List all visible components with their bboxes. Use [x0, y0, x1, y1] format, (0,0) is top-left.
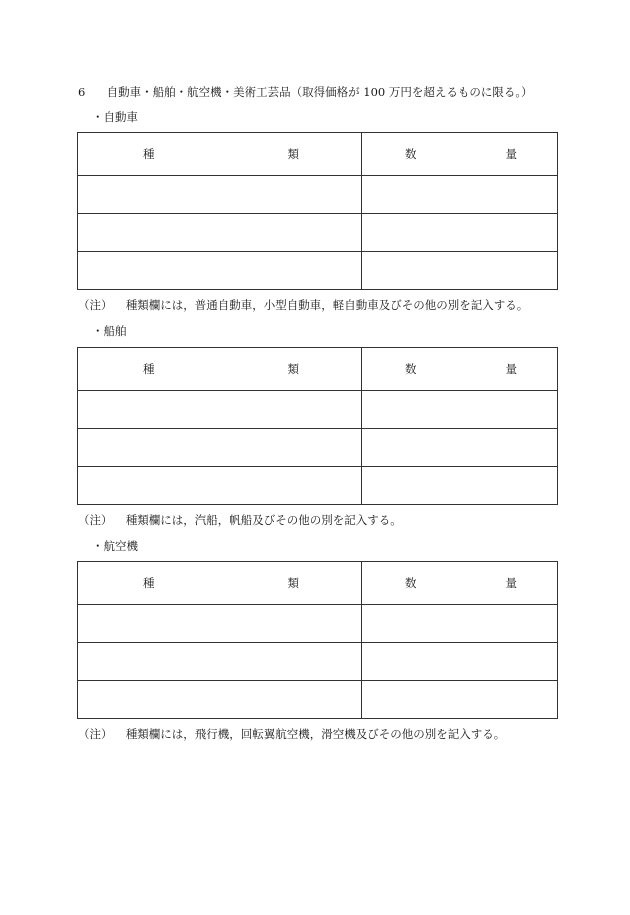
- note-prefix: （注）: [78, 727, 113, 741]
- kind-cell[interactable]: [78, 391, 362, 429]
- quantity-cell[interactable]: [362, 176, 558, 214]
- quantity-cell[interactable]: [362, 681, 558, 719]
- car-table: [77, 132, 558, 290]
- section-number: 6: [78, 85, 86, 99]
- quantity-cell[interactable]: [362, 605, 558, 643]
- kind-cell[interactable]: [78, 429, 362, 467]
- table-row: [78, 252, 558, 290]
- table-row: [78, 391, 558, 429]
- quantity-cell[interactable]: [362, 214, 558, 252]
- column-header-quantity: 数 量: [362, 133, 558, 176]
- quantity-cell[interactable]: [362, 467, 558, 505]
- table-header-row: [78, 562, 558, 605]
- table-row: [78, 605, 558, 643]
- subsection-label-ship: ・船舶: [92, 324, 127, 338]
- ship-table: [77, 347, 558, 505]
- section-heading: [78, 85, 533, 99]
- note-text: 種類欄には，普通自動車，小型自動車，軽自動車及びその他の別を記入する。: [125, 298, 529, 312]
- column-header-quantity: 数 量: [362, 348, 558, 391]
- column-header-kind: 種 類: [78, 348, 362, 391]
- note-ship: [78, 513, 402, 527]
- column-header-kind: 種 類: [78, 562, 362, 605]
- kind-cell[interactable]: [78, 214, 362, 252]
- table-row: [78, 176, 558, 214]
- column-header-kind: 種 類: [78, 133, 362, 176]
- subsection-label-aircraft: ・航空機: [92, 539, 138, 553]
- quantity-cell[interactable]: [362, 643, 558, 681]
- note-text: 種類欄には，飛行機，回転翼航空機，滑空機及びその他の別を記入する。: [125, 727, 506, 741]
- subsection-label-car: ・自動車: [92, 110, 138, 124]
- table-row: [78, 643, 558, 681]
- kind-cell[interactable]: [78, 252, 362, 290]
- kind-cell[interactable]: [78, 467, 362, 505]
- note-text: 種類欄には，汽船，帆船及びその他の別を記入する。: [125, 513, 402, 527]
- quantity-cell[interactable]: [362, 391, 558, 429]
- table-header-row: [78, 348, 558, 391]
- kind-cell[interactable]: [78, 643, 362, 681]
- table-row: [78, 429, 558, 467]
- section-title: 自動車・船舶・航空機・美術工芸品（取得価格が 100 万円を超えるものに限る。）: [106, 85, 533, 99]
- table-row: [78, 214, 558, 252]
- table-row: [78, 681, 558, 719]
- aircraft-table: [77, 561, 558, 719]
- note-car: [78, 298, 528, 312]
- note-prefix: （注）: [78, 298, 113, 312]
- column-header-quantity: 数 量: [362, 562, 558, 605]
- quantity-cell[interactable]: [362, 429, 558, 467]
- table-row: [78, 467, 558, 505]
- kind-cell[interactable]: [78, 605, 362, 643]
- kind-cell[interactable]: [78, 681, 362, 719]
- note-prefix: （注）: [78, 513, 113, 527]
- table-header-row: [78, 133, 558, 176]
- kind-cell[interactable]: [78, 176, 362, 214]
- note-aircraft: [78, 727, 505, 741]
- quantity-cell[interactable]: [362, 252, 558, 290]
